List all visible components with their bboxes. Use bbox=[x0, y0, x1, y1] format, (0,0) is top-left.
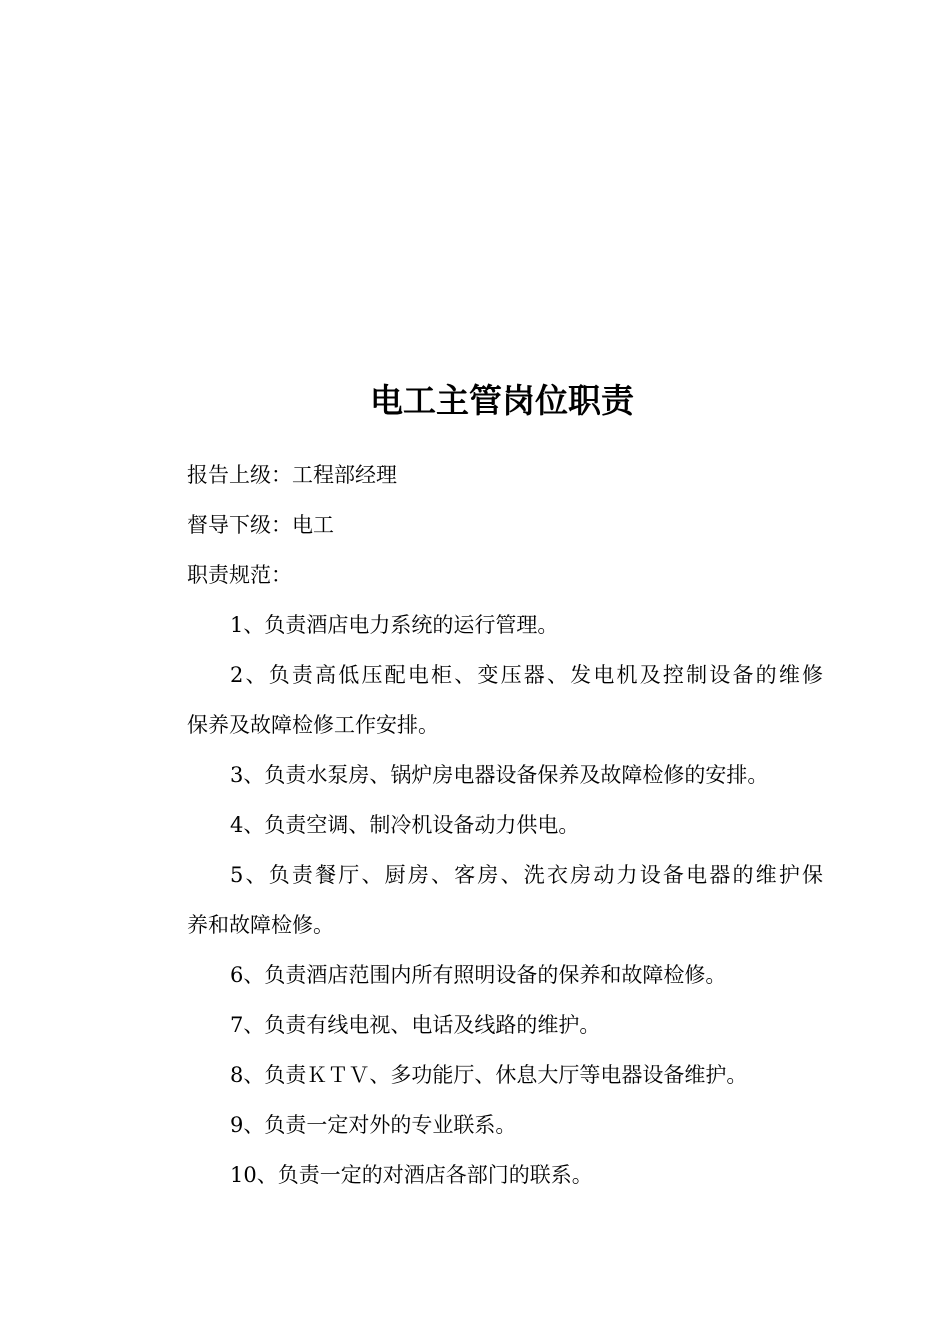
duty-item-1: 1、负责酒店电力系统的运行管理。 bbox=[230, 613, 559, 637]
duty-item-2: 2、负责高低压配电柜、变压器、发电机及控制设备的维修 bbox=[230, 663, 823, 687]
duty-item-2-continued: 保养及故障检修工作安排。 bbox=[187, 713, 439, 737]
duty-item-10: 10、负责一定的对酒店各部门的联系。 bbox=[230, 1163, 593, 1187]
report-to-line: 报告上级：工程部经理 bbox=[187, 463, 397, 487]
duty-item-5: 5、负责餐厅、厨房、客房、洗衣房动力设备电器的维护保 bbox=[230, 863, 823, 887]
duty-item-8: 8、负责ＫＴＶ、多功能厅、休息大厅等电器设备维护。 bbox=[230, 1063, 748, 1087]
duty-item-7: 7、负责有线电视、电话及线路的维护。 bbox=[230, 1013, 601, 1037]
duty-item-9: 9、负责一定对外的专业联系。 bbox=[230, 1113, 517, 1137]
supervise-line: 督导下级：电工 bbox=[187, 513, 334, 537]
document-body bbox=[187, 450, 823, 1200]
duty-item-3: 3、负责水泵房、锅炉房电器设备保养及故障检修的安排。 bbox=[230, 763, 769, 787]
document-title: 电工主管岗位职责 bbox=[370, 381, 634, 420]
duty-item-6: 6、负责酒店范围内所有照明设备的保养和故障检修。 bbox=[230, 963, 727, 987]
duties-heading: 职责规范： bbox=[187, 563, 292, 587]
duty-item-5-continued: 养和故障检修。 bbox=[187, 913, 334, 937]
duty-item-4: 4、负责空调、制冷机设备动力供电。 bbox=[230, 813, 580, 837]
